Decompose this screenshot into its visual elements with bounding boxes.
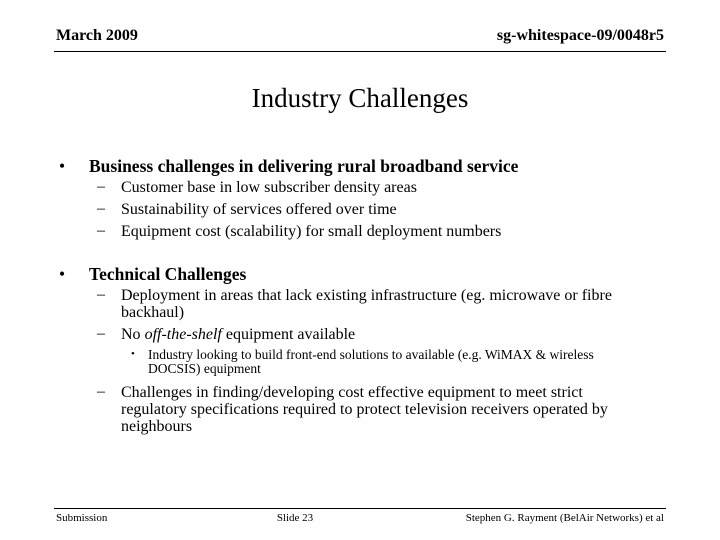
footer-submission: Submission: [56, 512, 108, 524]
sub-bullet-customer-base: Customer base in low subscriber density areas: [121, 179, 417, 196]
sub-sub-bullet-industry: Industry looking to build front-end solutions to available (e.g. WiMAX & wireless DOCSIS) equipment: [148, 347, 594, 376]
sub-sub-bullet-dot: •: [131, 348, 135, 360]
sub-bullet-dash: –: [97, 383, 105, 400]
bullet-dot: •: [59, 156, 66, 176]
header-divider: [54, 51, 666, 52]
bullet-technical-challenges: Technical Challenges: [89, 264, 247, 284]
header-date: March 2009: [56, 27, 138, 44]
footer-slide-number: Slide 23: [276, 512, 314, 524]
sub-bullet-sustainability: Sustainability of services offered over time: [121, 201, 397, 218]
slide-title: Industry Challenges: [251, 83, 469, 113]
bullet-dot: •: [59, 264, 66, 284]
sub-bullet-dash: –: [97, 200, 105, 217]
sub-bullet-no-equipment: No off-the-shelf equipment available: [121, 326, 356, 343]
footer-divider: [54, 508, 666, 509]
emphasis-off-the-shelf: off-the-shelf: [144, 326, 222, 343]
bullet-business-challenges: Business challenges in delivering rural broadband service: [89, 156, 519, 176]
sub-bullet-deployment: Deployment in areas that lack existing infrastructure (eg. microwave or fibre backhaul): [121, 287, 612, 321]
sub-bullet-dash: –: [97, 222, 105, 239]
header-doc-id: sg-whitespace-09/0048r5: [496, 27, 664, 44]
sub-bullet-dash: –: [97, 325, 105, 342]
sub-bullet-regulatory: Challenges in finding/developing cost effective equipment to meet strict regulatory specifications required to protect television receivers operated by neighbours: [121, 384, 608, 435]
sub-bullet-dash: –: [97, 178, 105, 195]
sub-bullet-equipment-cost: Equipment cost (scalability) for small deployment numbers: [121, 223, 502, 240]
footer-author: Stephen G. Rayment (BelAir Networks) et al: [465, 512, 664, 524]
sub-bullet-dash: –: [97, 286, 105, 303]
